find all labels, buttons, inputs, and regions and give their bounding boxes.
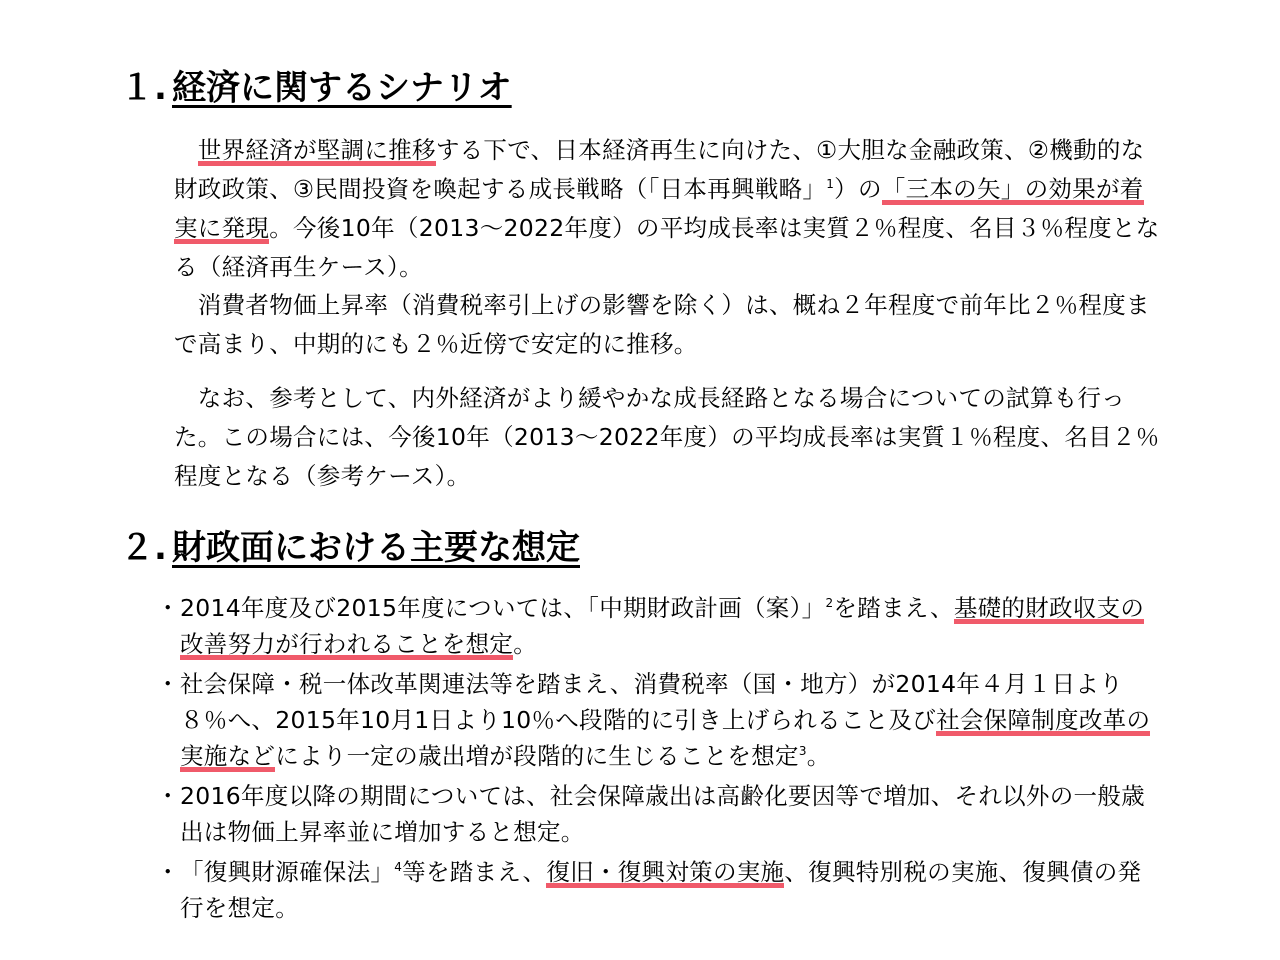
paragraph-text: ）の [834,175,882,203]
footnote-ref-4: 4 [394,860,403,875]
section-2-heading [120,528,580,568]
indent [174,136,198,164]
list-item-text: 、復興特別税の実施、復興債の発行を想定。 [180,858,1142,922]
list-item-text: 等を踏まえ、 [402,858,547,886]
list-item-text: 社会保障・税一体改革関連法等を踏まえ、消費税率（国・地方）が2014年４月１日より８％へ、2015年10月1日より10％へ段階的に引き上げられること及び [180,670,1124,734]
section-1-paragraph-3: なお、参考として、内外経済がより緩やかな成長経路となる場合についての試算も行った。この場合には、今後10年（2013～2022年度）の平均成長率は実質１％程度、名目２％程度となる（参考ケース）。 [174,384,1160,490]
list-item [152,778,1164,850]
footnote-ref-2: 2 [825,596,834,611]
paragraph-text: 。今後10年（2013～2022年度）の平均成長率は実質２％程度、名目３％程度となる（経済再生ケース）。 [174,214,1160,281]
highlight-reconstruction: 復旧・復興対策の実施 [546,858,785,886]
list-item [152,666,1164,774]
bullet-dot: ・ [156,670,180,698]
footnote-ref-1: 1 [826,177,835,192]
highlight-three-arrows: 「三本の矢」の効果が着実に発現 [174,175,1144,242]
section-2-number: ２. [120,528,167,568]
section-1-heading [120,68,512,108]
list-item-text: により一定の歳出増が段階的に生じることを想定 [275,742,799,770]
list-item-text: を踏まえ、 [833,594,954,622]
footnote-ref-3: 3 [798,744,807,759]
highlight-world-economy: 世界経済が堅調に推移 [197,136,436,164]
bullet-dot: ・ [156,594,180,622]
list-item-text: 「復興財源確保法」 [180,858,395,886]
list-item [152,854,1164,926]
list-item-text: 。 [806,742,831,770]
section-1-title: 経済に関するシナリオ [172,68,512,108]
list-item [152,590,1164,662]
list-item-text: 2014年度及び2015年度については、「中期財政計画（案）」 [180,594,826,622]
bullet-dot: ・ [156,858,180,886]
list-item-text: 。 [513,630,538,658]
section-2-title: 財政面における主要な想定 [172,528,580,568]
paragraph-text: する下で、日本経済再生に向けた、①大胆な金融政策、②機動的な財政政策、③民間投資を喚起する成長戦略（「日本再興戦略」 [174,136,1145,203]
assumptions-list [152,590,1164,930]
section-1-paragraph-1 [174,131,1164,287]
bullet-dot: ・ [156,782,180,810]
highlight-primary-balance: 基礎的財政収支の改善努力が行われることを想定 [180,594,1145,658]
list-item-text: 2016年度以降の期間については、社会保障歳出は高齢化要因等で増加、それ以外の一般歳出は物価上昇率並に増加すると想定。 [180,782,1145,846]
section-1-paragraph-2: 消費者物価上昇率（消費税率引上げの影響を除く）は、概ね２年程度で前年比２％程度まで高まり、中期的にも２％近傍で安定的に推移。 [174,291,1150,358]
highlight-social-security-reform: 社会保障制度改革の実施など [180,706,1151,770]
section-1-number: １. [120,68,167,108]
